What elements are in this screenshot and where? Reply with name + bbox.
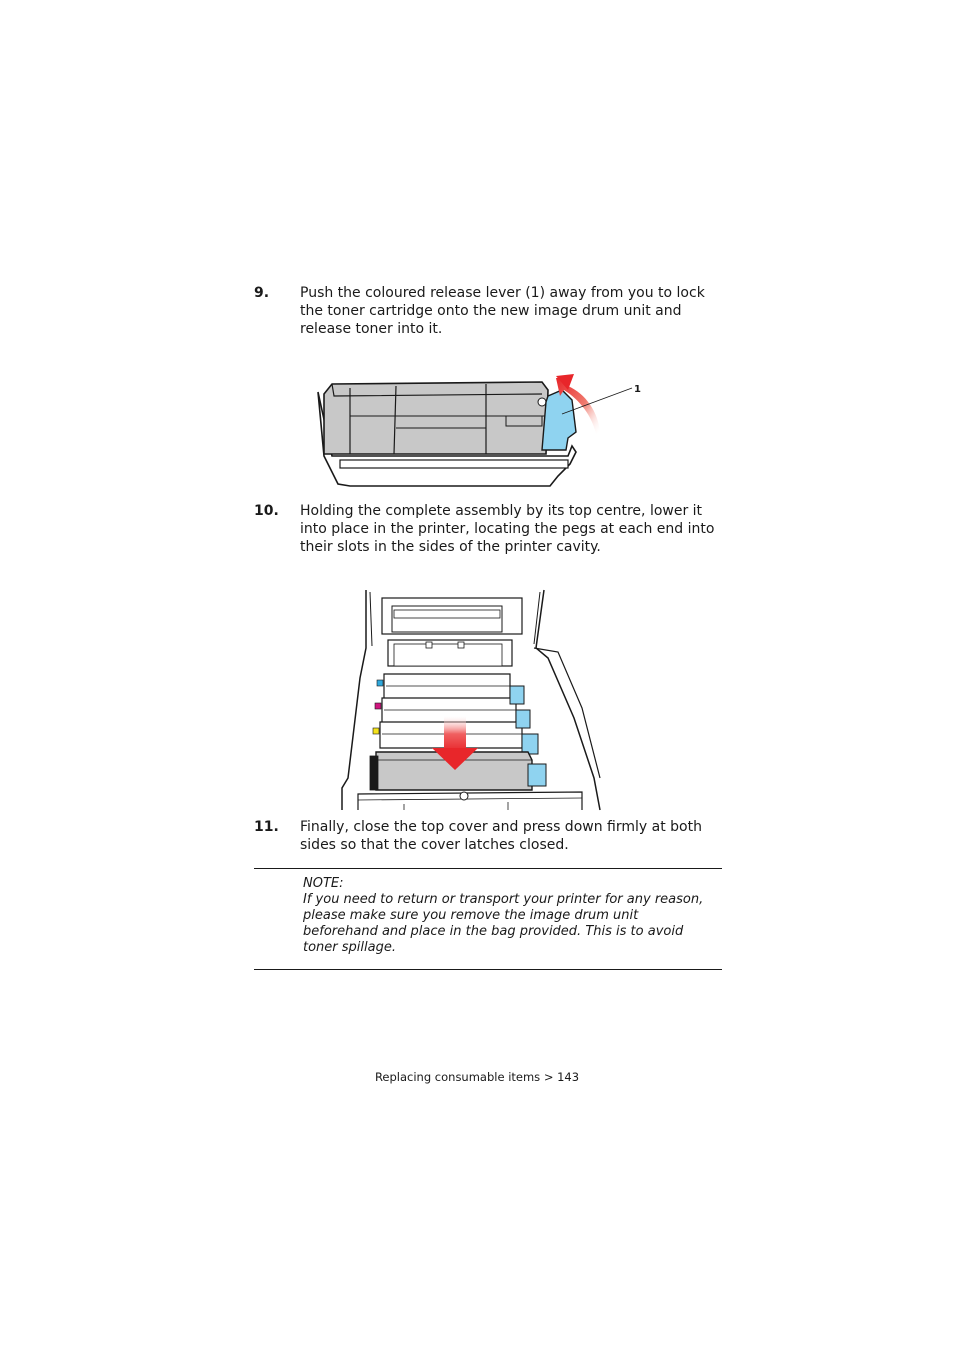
note-label: NOTE: bbox=[303, 876, 344, 891]
note-top-rule bbox=[254, 868, 722, 869]
step-number: 11. bbox=[254, 819, 279, 835]
step-text: Push the coloured release lever (1) away from you to lock the toner cartridge onto the new image drum unit and release toner into it. bbox=[300, 285, 705, 337]
tray-rail bbox=[340, 460, 568, 468]
step-number: 9. bbox=[254, 285, 270, 301]
release-lever bbox=[542, 390, 576, 450]
step-text: Holding the complete assembly by its top centre, lower it into place in the printer, locating the pegs at each end into their slots in the sides of the printer cavity. bbox=[300, 503, 715, 555]
callout-label: 1 bbox=[634, 384, 641, 395]
page-footer: Replacing consumable items > 143 bbox=[374, 1070, 580, 1084]
printer-cavity-illustration bbox=[338, 588, 604, 812]
note-bottom-rule bbox=[254, 969, 722, 970]
step-number: 10. bbox=[254, 503, 279, 519]
note-box bbox=[303, 876, 713, 956]
note-text: If you need to return or transport your printer for any reason, please make sure you remove the image drum unit beforehand and place in the bag provided. This is to avoid toner spillage. bbox=[303, 892, 704, 955]
step-text: Finally, close the top cover and press down firmly at both sides so that the cover latches closed. bbox=[300, 819, 702, 853]
toner-cartridge-illustration bbox=[310, 372, 655, 492]
